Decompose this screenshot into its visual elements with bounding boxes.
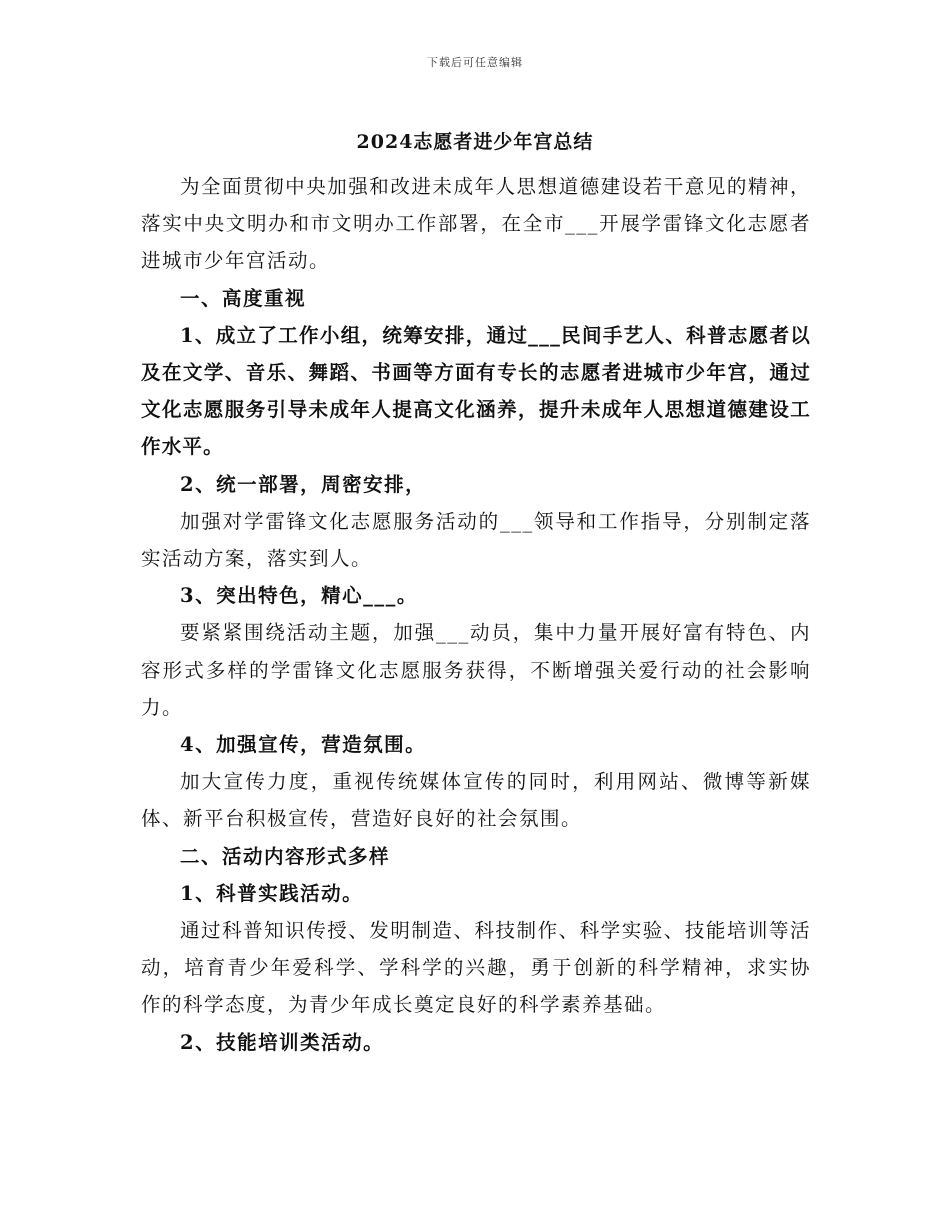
subheading-unified-deployment: 2、统一部署，周密安排， [180,472,427,496]
paragraph-intro: 为全面贯彻中央加强和改进未成年人思想道德建设若干意见的精神，落实中央文明办和市文明办工作部署，在全市___开展学雷锋文化志愿者进城市少年宫活动。 [141,175,811,273]
document-body [141,168,811,1061]
section-heading-1: 一、高度重视 [180,286,307,310]
subheading-publicity: 4、加强宣传，营造氛围。 [180,733,427,757]
header-note: 下载后可任意编辑 [427,56,523,69]
paragraph-science-practice: 通过科普知识传授、发明制造、科技制作、科学实验、技能培训等活动，培育青少年爱科学、学科学的兴趣，勇于创新的科学精神，求实协作的科学态度，为青少年成长奠定良好的科学素养基础。 [141,919,811,1017]
subheading-science-practice: 1、科普实践活动。 [180,881,364,905]
paragraph-working-group: 1、成立了工作小组，统筹安排，通过___民间手艺人、科普志愿者以及在文学、音乐、舞蹈、书画等方面有专长的志愿者进城市少年宫，通过文化志愿服务引导未成年人提高文化涵养，提升未成年人思想道德建设工作水平。 [141,323,811,459]
section-heading-2: 二、活动内容形式多样 [180,844,391,868]
document-title: 2024志愿者进少年宫总结 [356,131,594,153]
subheading-highlight-features: 3、突出特色，精心___。 [180,584,418,608]
paragraph-publicity: 加大宣传力度，重视传统媒体宣传的同时，利用网站、微博等新媒体、新平台积极宣传，营造好良好的社会氛围。 [141,770,811,831]
paragraph-theme-activities: 要紧紧围绕活动主题，加强___动员，集中力量开展好富有特色、内容形式多样的学雷锋文化志愿服务获得，不断增强关爱行动的社会影响力。 [141,621,811,719]
paragraph-strengthen-guidance: 加强对学雷锋文化志愿服务活动的___领导和工作指导，分别制定落实活动方案，落实到人。 [141,509,811,571]
subheading-skills-training: 2、技能培训类活动。 [180,1030,385,1054]
